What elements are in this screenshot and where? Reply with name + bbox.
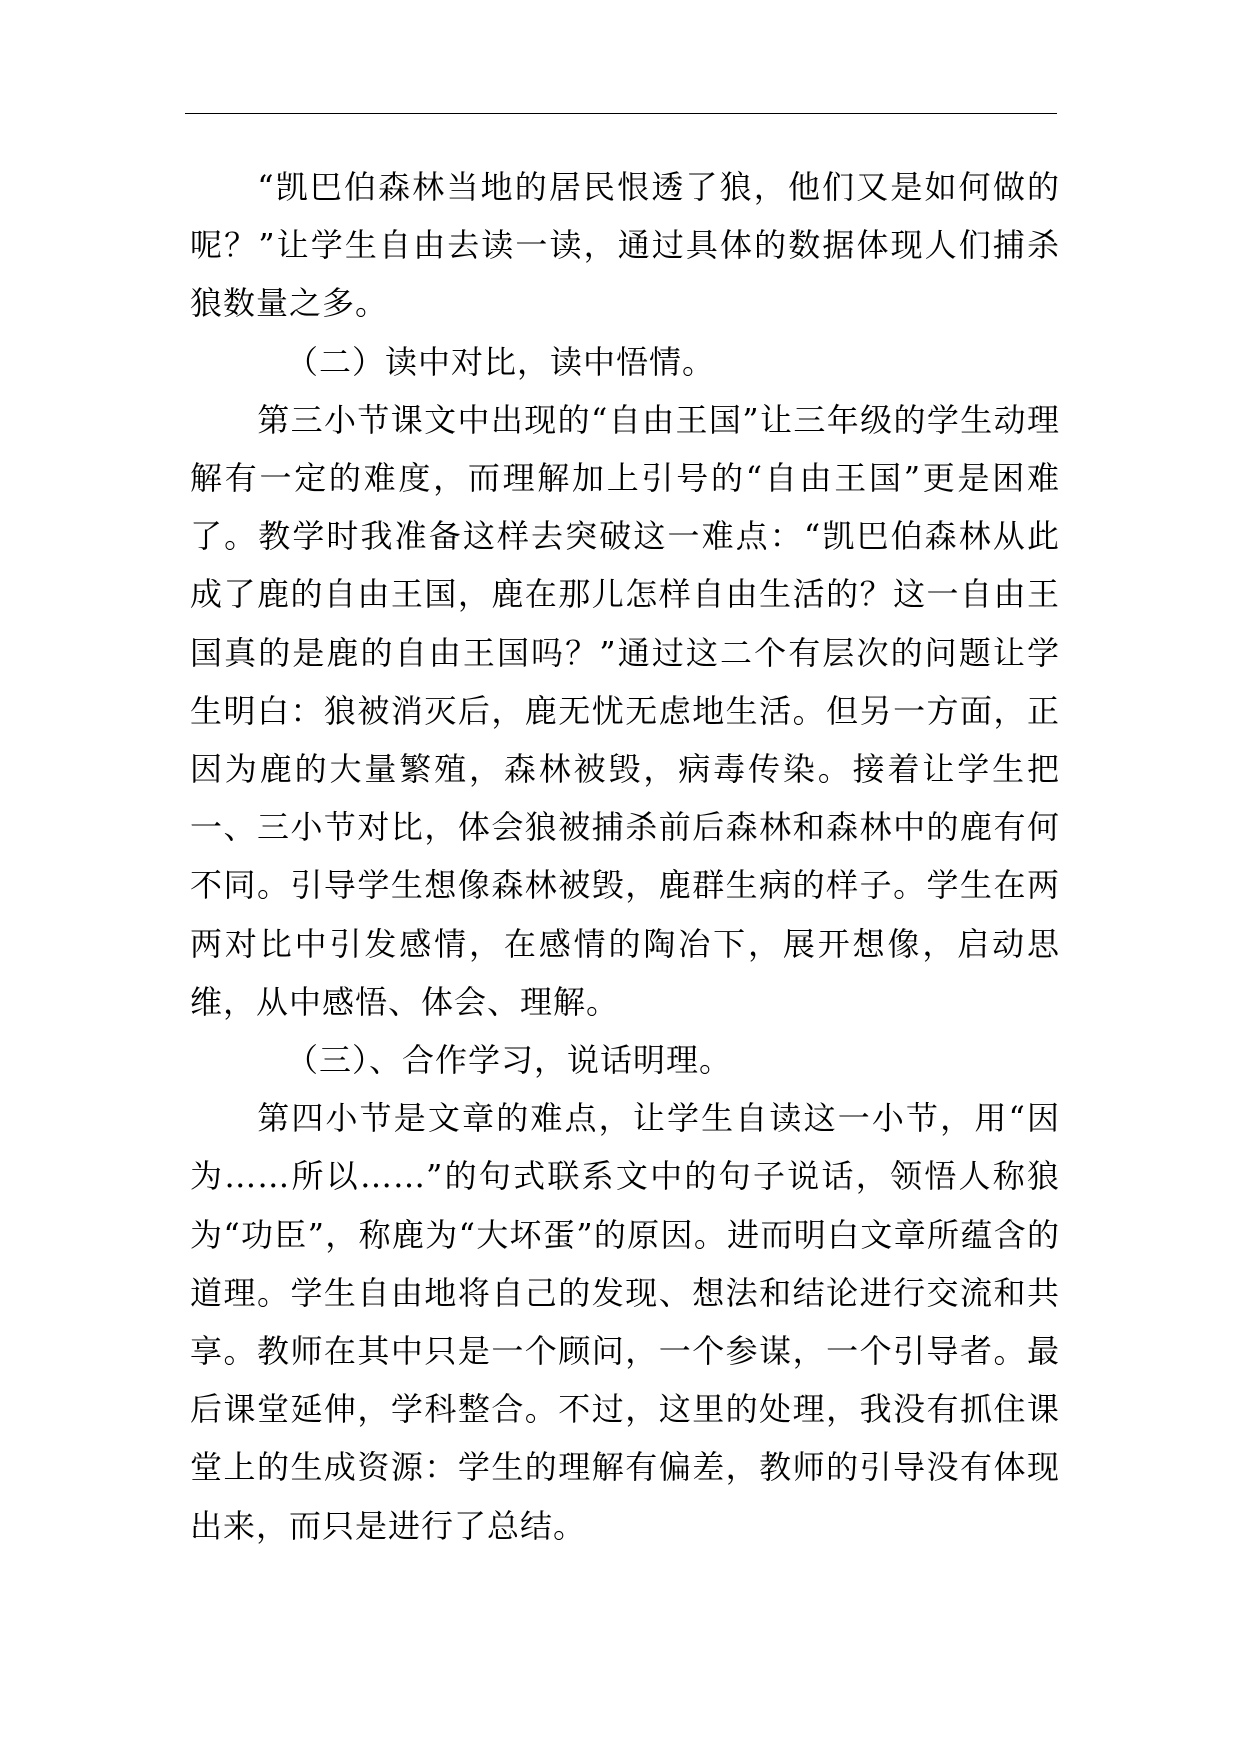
paragraph-cooperative-learning: 第四小节是文章的难点，让学生自读这一小节，用“因为……所以……”的句式联系文中的句子说话，领悟人称狼为“功臣”，称鹿为“大坏蛋”的原因。进而明白文章所蕴含的道理。学生自由地将自己的发现、想法和结论进行交流和共享。教师在其中只是一个顾问，一个参谋，一个引导者。最后课堂延伸，学科整合。不过，这里的处理，我没有抓住课堂上的生成资源：学生的理解有偏差，教师的引导没有体现出来，而只是进行了总结。: [190, 1099, 1060, 1545]
paragraph-free-kingdom: 第三小节课文中出现的“自由王国”让三年级的学生动理解有一定的难度，而理解加上引号的“自由王国”更是困难了。教学时我准备这样去突破这一难点：“凯巴伯森林从此成了鹿的自由王国，鹿在那儿怎样自由生活的？这一自由王国真的是鹿的自由王国吗？”通过这二个有层次的问题让学生明白：狼被消灭后，鹿无忧无虑地生活。但另一方面，正因为鹿的大量繁殖，森林被毁，病毒传染。接着让学生把一、三小节对比，体会狼被捕杀前后森林和森林中的鹿有何不同。引导学生想像森林被毁，鹿群生病的样子。学生在两两对比中引发感情，在感情的陶冶下，展开想像，启动思维，从中感悟、体会、理解。: [190, 400, 1060, 1021]
section-heading-2: （二）读中对比，读中悟情。: [286, 342, 716, 381]
section-heading-3: （三）、合作学习，说话明理。: [286, 1041, 733, 1080]
paragraph-hunting-wolves: “凯巴伯森林当地的居民恨透了狼，他们又是如何做的呢？”让学生自由去读一读，通过具体的数据体现人们捕杀狼数量之多。: [190, 168, 1060, 323]
body-text: [190, 158, 1060, 1555]
header-rule: [185, 113, 1057, 114]
